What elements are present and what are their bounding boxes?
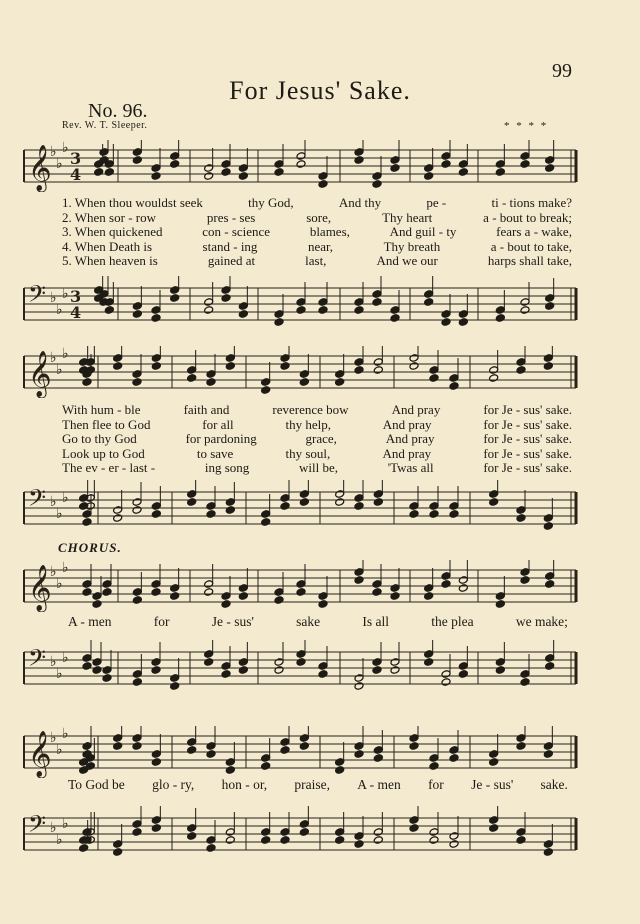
verse-line — [62, 461, 572, 476]
lyric-segment: 5. When heaven is — [62, 253, 158, 269]
flat-icon: ♭ — [56, 156, 63, 172]
lyric-segment: pe - — [426, 195, 447, 210]
flat-icon: ♭ — [62, 726, 69, 742]
verses-system-1 — [62, 196, 572, 269]
lyric-segment: for pardoning — [185, 431, 257, 447]
chorus-2-treble-staff — [0, 726, 640, 778]
bass-clef-icon: 𝄢 — [28, 810, 47, 843]
flat-icon: ♭ — [50, 730, 57, 746]
flat-icon: ♭ — [56, 362, 63, 378]
flat-icon: ♭ — [56, 302, 63, 318]
flat-icon: ♭ — [62, 286, 69, 302]
lyric-segment: con - science — [202, 224, 271, 240]
lyric-segment: for Je - sus' sake. — [483, 431, 572, 447]
treble-clef-icon: 𝄞 — [28, 731, 52, 777]
lyric-segment: for Je - sus' sake. — [483, 460, 572, 476]
flat-icon: ♭ — [50, 350, 57, 366]
lyric-segment: The ev - er - last - — [62, 460, 156, 476]
lyric-segment: thy God, — [248, 195, 294, 210]
lyric-segment: And pray — [391, 402, 441, 417]
flat-icon: ♭ — [56, 506, 63, 522]
verse-line — [62, 254, 572, 269]
verse-line — [62, 432, 572, 447]
flat-icon: ♭ — [62, 650, 69, 666]
chorus-1-treble-staff — [0, 560, 640, 612]
lyric-segment: hon - or, — [221, 777, 268, 792]
chorus-lyrics-1 — [68, 614, 568, 630]
lyric-segment: stand - ing — [202, 238, 258, 254]
flat-icon: ♭ — [62, 346, 69, 362]
lyric-segment: ing song — [204, 460, 250, 476]
treble-clef-icon: 𝄞 — [28, 145, 52, 191]
flat-icon: ♭ — [56, 576, 63, 592]
lyric-segment: Je - sus' — [211, 614, 254, 629]
lyric-segment: will be, — [299, 460, 339, 476]
lyric-segment: for — [428, 777, 444, 792]
lyric-segment: sake — [296, 614, 321, 629]
treble-clef-icon: 𝄞 — [28, 565, 52, 611]
lyric-segment: praise, — [294, 777, 331, 792]
lyric-segment: last, — [305, 253, 327, 269]
verse-line — [62, 418, 572, 433]
verses-system-2 — [62, 403, 572, 476]
system-1-bass-staff — [0, 276, 640, 332]
lyric-segment: gained at — [207, 253, 256, 269]
lyric-segment: the plea — [431, 614, 474, 629]
lyric-segment: A - men — [68, 614, 112, 629]
lyric-segment: faith and — [183, 402, 230, 417]
verse-line — [62, 447, 572, 462]
lyric-segment: With hum - ble — [62, 402, 141, 417]
lyric-segment: grace, — [305, 431, 337, 447]
lyric-segment: for Je - sus' sake. — [483, 416, 572, 432]
lyric-segment: for Je - sus' sake. — [483, 402, 572, 417]
lyric-segment: reverence bow — [272, 402, 349, 417]
flat-icon: ♭ — [62, 140, 69, 156]
lyric-segment: glo - ry, — [152, 777, 195, 792]
lyric-segment: And thy — [338, 195, 382, 210]
lyric-segment: to save — [196, 445, 234, 461]
lyric-segment: pres - ses — [206, 209, 256, 225]
lyric-segment: And guil - ty — [389, 224, 457, 240]
lyric-segment: And pray — [385, 431, 435, 447]
lyric-segment: for all — [202, 416, 234, 432]
lyric-segment: 4. When Death is — [62, 238, 153, 254]
verse-line — [62, 196, 572, 211]
lyric-segment: a - bout to break; — [483, 209, 572, 225]
lyric-segment: thy soul, — [285, 445, 331, 461]
lyric-segment: Go to thy God — [62, 431, 137, 447]
lyric-segment: And pray — [382, 416, 432, 432]
lyric-segment: blames, — [309, 224, 350, 240]
page-number: 99 — [552, 60, 572, 82]
tempo-marks: * * * * — [504, 120, 549, 132]
flat-icon: ♭ — [62, 560, 69, 576]
lyric-segment: sake. — [540, 777, 568, 792]
flat-icon: ♭ — [56, 832, 63, 848]
bass-clef-icon: 𝄢 — [28, 484, 47, 517]
lyric-segment: fears a - wake, — [496, 224, 572, 240]
lyric-segment: harps shall take, — [487, 253, 572, 269]
svg-text:3: 3 — [70, 287, 82, 306]
lyric-segment: we make; — [515, 614, 568, 629]
chorus-lyrics-2 — [68, 777, 568, 793]
hymn-number: No. 96. — [88, 100, 148, 122]
flat-icon: ♭ — [50, 290, 57, 306]
chorus-label: CHORUS. — [58, 540, 122, 555]
system-2-treble-staff — [0, 346, 640, 398]
lyric-segment: 'Twas all — [387, 460, 434, 476]
lyric-segment: Thy heart — [382, 209, 433, 225]
lyric-segment: Look up to God — [62, 445, 145, 461]
verse-line — [62, 403, 572, 418]
treble-clef-icon: 𝄞 — [28, 351, 52, 397]
hymn-author: Rev. W. T. Sleeper. — [62, 120, 148, 131]
flat-icon: ♭ — [50, 820, 57, 836]
flat-icon: ♭ — [50, 654, 57, 670]
flat-icon: ♭ — [50, 494, 57, 510]
lyric-segment: 2. When sor - row — [62, 209, 156, 225]
flat-icon: ♭ — [50, 564, 57, 580]
lyric-segment: Je - sus' — [471, 777, 514, 792]
lyric-segment: Thy breath — [383, 238, 441, 254]
lyric-segment: 1. When thou wouldst seek — [62, 195, 203, 210]
svg-text:4: 4 — [70, 303, 82, 322]
svg-text:3: 3 — [70, 149, 82, 168]
lyric-segment: To God be — [68, 777, 125, 792]
lyric-segment: sore, — [306, 209, 332, 225]
verse-line — [62, 240, 572, 255]
flat-icon: ♭ — [56, 742, 63, 758]
system-2-bass-staff — [0, 480, 640, 536]
lyric-segment: for — [153, 614, 170, 629]
lyric-segment: 3. When quickened — [62, 224, 163, 240]
lyric-segment: Then flee to God — [62, 416, 151, 432]
lyric-segment: thy help, — [285, 416, 331, 432]
lyric-segment: And pray — [382, 445, 432, 461]
flat-icon: ♭ — [62, 490, 69, 506]
lyric-segment: for Je - sus' sake. — [483, 445, 572, 461]
flat-icon: ♭ — [62, 816, 69, 832]
verse-line — [62, 211, 572, 226]
lyric-segment: near, — [307, 238, 334, 254]
bass-clef-icon: 𝄢 — [28, 280, 47, 313]
svg-text:4: 4 — [70, 165, 82, 184]
lyric-segment: ti - tions make? — [491, 195, 572, 210]
flat-icon: ♭ — [50, 144, 57, 160]
verse-line — [62, 225, 572, 240]
system-1-treble-staff — [0, 140, 640, 192]
lyric-segment: a - bout to take, — [490, 238, 572, 254]
chorus-1-bass-staff — [0, 640, 640, 696]
chorus-2-bass-staff — [0, 806, 640, 862]
flat-icon: ♭ — [56, 666, 63, 682]
hymn-title: For Jesus' Sake. — [229, 76, 411, 105]
lyric-segment: A - men — [357, 777, 401, 792]
bass-clef-icon: 𝄢 — [28, 644, 47, 677]
lyric-segment: Is all — [362, 614, 389, 629]
lyric-segment: And we our — [376, 253, 438, 269]
